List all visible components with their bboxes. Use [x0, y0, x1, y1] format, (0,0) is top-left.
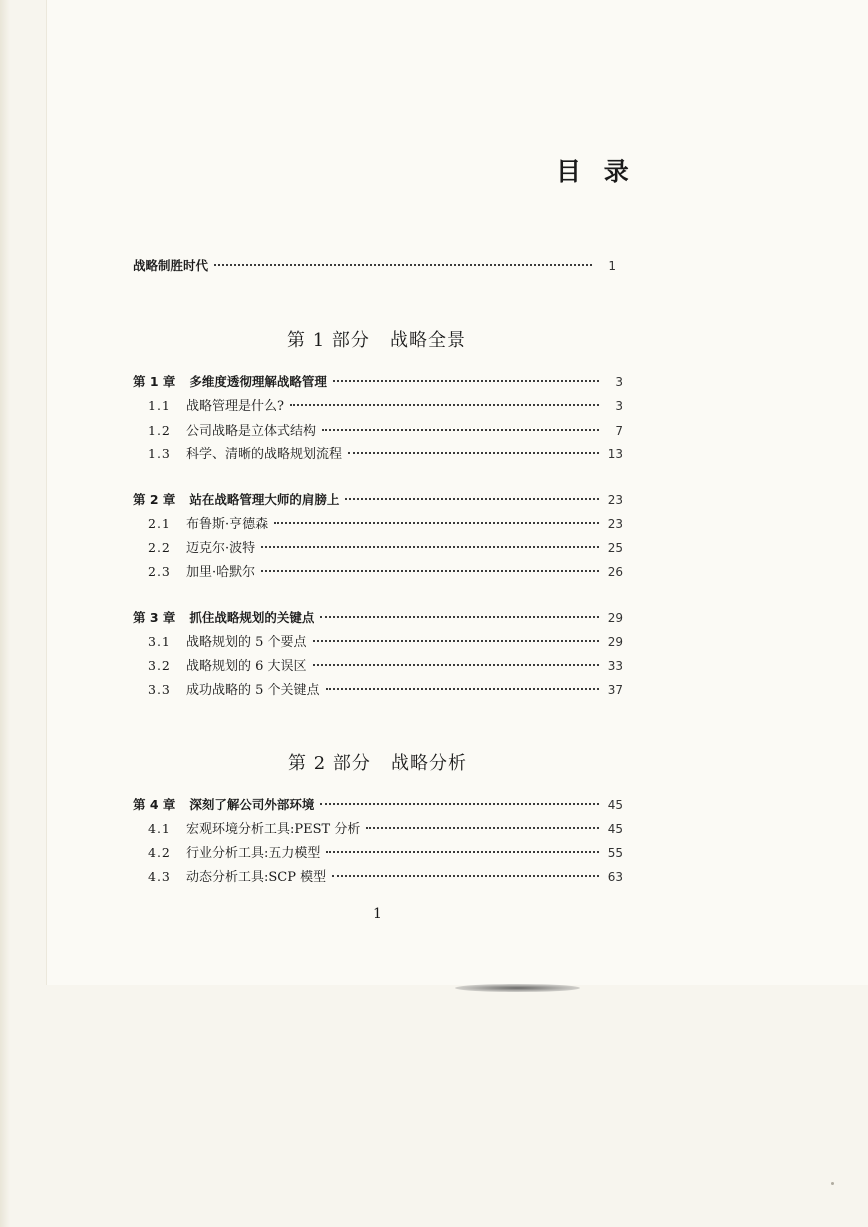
toc-chapter-entry[interactable]: [133, 373, 623, 391]
toc-entry-title: 战略制胜时代: [133, 258, 209, 273]
toc-page-number: 37: [607, 683, 623, 697]
section-number: 3.2: [148, 658, 171, 673]
part-heading: 第 1 部分 战略全景: [287, 330, 467, 351]
toc-page-number: 33: [607, 659, 623, 673]
dot-leader: [320, 616, 599, 618]
dot-leader: [322, 429, 599, 431]
toc-page-number: 1: [608, 259, 616, 273]
toc-section-entry[interactable]: [148, 445, 623, 464]
chapter-title: 多维度透彻理解战略管理: [189, 374, 327, 389]
toc-chapter-entry[interactable]: [133, 491, 623, 509]
section-title: 迈克尔·波特: [186, 541, 256, 556]
section-title: 动态分析工具:SCP 模型: [186, 870, 327, 885]
dot-leader: [345, 498, 599, 500]
toc-section-entry[interactable]: [148, 422, 623, 441]
toc-section-entry[interactable]: [148, 397, 623, 416]
toc-page-number: 45: [607, 822, 623, 836]
toc-title: 目 录: [556, 157, 636, 186]
chapter-number: 第 2 章: [133, 492, 176, 507]
toc-page-number: 3: [615, 375, 623, 389]
toc-section-entry[interactable]: [148, 820, 623, 839]
toc-page-number: 13: [607, 447, 623, 461]
toc-page-number: 63: [607, 870, 623, 884]
toc-page-number: 23: [607, 517, 623, 531]
dot-leader: [261, 570, 599, 572]
toc-section-entry[interactable]: [148, 868, 623, 887]
toc-page-number: 7: [615, 424, 623, 438]
dot-leader: [313, 664, 599, 666]
section-number: 4.1: [148, 821, 171, 836]
section-number: 2.3: [148, 564, 171, 579]
section-title: 成功战略的 5 个关键点: [186, 683, 320, 698]
section-number: 3.1: [148, 634, 171, 649]
chapter-number: 第 4 章: [133, 797, 176, 812]
dot-leader: [261, 546, 599, 548]
section-title: 布鲁斯·亨德森: [186, 517, 269, 532]
section-number: 2.1: [148, 516, 171, 531]
dust-speck: [831, 1182, 834, 1185]
toc-intro-entry[interactable]: [133, 257, 616, 275]
section-title: 宏观环境分析工具:PEST 分析: [186, 822, 361, 837]
dot-leader: [333, 380, 599, 382]
toc-section-entry[interactable]: [148, 563, 623, 582]
dot-leader: [214, 264, 592, 266]
section-title: 公司战略是立体式结构: [186, 424, 317, 439]
toc-page-number: 45: [607, 798, 623, 812]
section-title: 战略管理是什么?: [186, 399, 284, 414]
chapter-title: 深刻了解公司外部环境: [189, 797, 315, 812]
section-number: 1.2: [148, 423, 171, 438]
section-number: 1.1: [148, 398, 171, 413]
toc-chapter-entry[interactable]: [133, 796, 623, 814]
section-title: 加里·哈默尔: [186, 565, 256, 580]
toc-section-entry[interactable]: [148, 633, 623, 652]
toc-page-number: 3: [615, 399, 623, 413]
dot-leader: [290, 404, 599, 406]
dot-leader: [326, 851, 599, 853]
toc-page-number: 29: [607, 635, 623, 649]
chapter-title: 抓住战略规划的关键点: [189, 610, 315, 625]
toc-section-entry[interactable]: [148, 657, 623, 676]
dot-leader: [366, 827, 599, 829]
page-curl-shadow: [455, 984, 580, 992]
toc-section-entry[interactable]: [148, 681, 623, 700]
section-number: 1.3: [148, 446, 171, 461]
toc-page-number: 23: [607, 493, 623, 507]
section-title: 战略规划的 6 大误区: [186, 659, 307, 674]
section-number: 4.3: [148, 869, 171, 884]
part-heading: 第 2 部分 战略分析: [288, 753, 468, 774]
section-title: 行业分析工具:五力模型: [186, 846, 321, 861]
toc-page-number: 25: [607, 541, 623, 555]
toc-page-number: 29: [607, 611, 623, 625]
dot-leader: [313, 640, 599, 642]
toc-section-entry[interactable]: [148, 515, 623, 534]
toc-section-entry[interactable]: [148, 844, 623, 863]
dot-leader: [332, 875, 599, 877]
scan-edge: [0, 0, 10, 1227]
section-number: 3.3: [148, 682, 171, 697]
section-title: 战略规划的 5 个要点: [186, 635, 307, 650]
chapter-number: 第 1 章: [133, 374, 176, 389]
page-number-footer: 1: [373, 906, 382, 922]
section-number: 4.2: [148, 845, 171, 860]
section-title: 科学、清晰的战略规划流程: [186, 447, 343, 462]
chapter-number: 第 3 章: [133, 610, 176, 625]
dot-leader: [326, 688, 599, 690]
toc-page-number: 55: [607, 846, 623, 860]
toc-section-entry[interactable]: [148, 539, 623, 558]
dot-leader: [320, 803, 599, 805]
chapter-title: 站在战略管理大师的肩膀上: [189, 492, 340, 507]
section-number: 2.2: [148, 540, 171, 555]
dot-leader: [348, 452, 599, 454]
toc-chapter-entry[interactable]: [133, 609, 623, 627]
dot-leader: [274, 522, 599, 524]
toc-page-number: 26: [607, 565, 623, 579]
